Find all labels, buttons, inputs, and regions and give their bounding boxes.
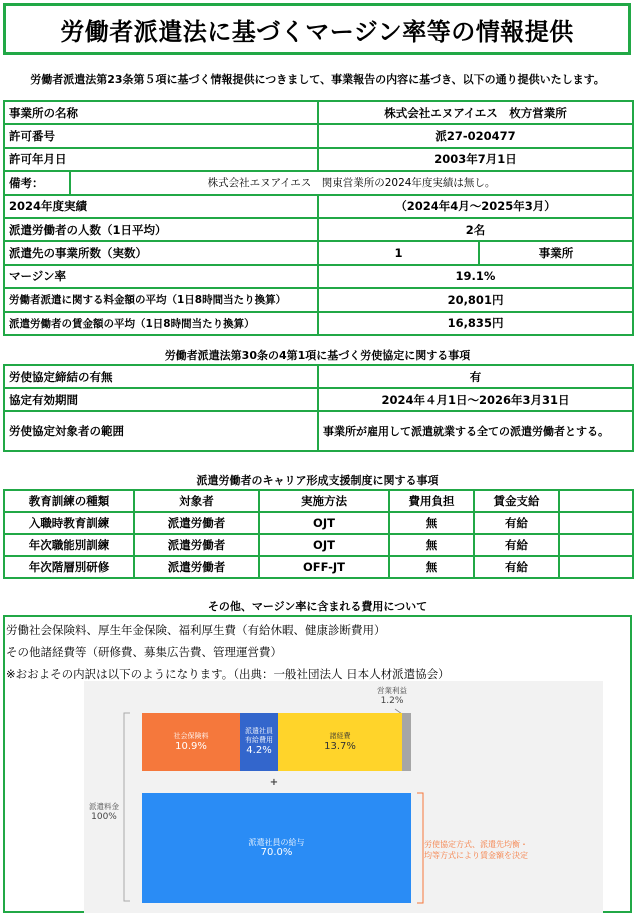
note-line1: 労使協定方式、派遣先均衡・ [424,840,528,849]
other-line2: その他諸経費等（研修費、募集広告費、管理運営費） [6,645,282,659]
cell-empty [559,534,633,556]
period-value: 2024年４月1日～2026年3月31日 [318,388,633,411]
labor-heading: 労働者派遣法第30条の4第1項に基づく労使協定に関する事項 [164,349,471,362]
bar-salary [142,793,411,903]
margin-label: マージン率 [4,265,318,288]
value-total: 100% [91,812,117,822]
other-line3: ※おおよその内訳は以下のようになります。（出典：一般社団法人 日本人材派遣協会） [6,667,450,681]
table-row [4,171,633,194]
permit-label: 許可番号 [4,124,318,147]
label-profit: 営業利益 [377,686,407,695]
value-paid: 4.2% [246,745,272,756]
table-row [4,556,633,578]
table-row [4,124,633,147]
clients-unit: 事業所 [479,241,633,264]
bar-misc-expenses [278,713,402,771]
value-social: 10.9% [175,740,207,752]
labor-table [3,364,634,452]
wage-value: 16,835円 [318,312,633,335]
cell-empty [559,556,633,578]
cell: 有給 [474,556,559,578]
plus-sign: + [269,777,279,788]
value-salary: 70.0% [260,846,293,858]
career-heading: 派遣労働者のキャリア形成支援制度に関する事項 [196,474,439,487]
clients-label: 派遣先の事業所数（実数） [4,241,318,264]
cell: 派遣労働者 [134,534,259,556]
workers-label: 派遣労働者の人数（1日平均） [4,218,318,241]
office-name-label: 事業所の名称 [4,101,318,124]
table-row [4,218,633,241]
value-profit: 1.2% [380,696,404,706]
cell: 有給 [474,534,559,556]
col-header: 費用負担 [389,490,474,512]
info-table [3,100,634,336]
permit-value: 派27-020477 [318,124,633,147]
cell: OFF-JT [259,556,389,578]
value-misc: 13.7% [324,740,356,752]
label-paid-1: 派遣社員 [245,727,273,735]
profit-label [362,685,422,706]
table-row [4,512,633,534]
cell: OJT [259,512,389,534]
remarks-label: 備考： [4,171,70,194]
permit-date-value: 2003年7月1日 [318,148,633,171]
scope-value: 事業所が雇用して派遣就業する全ての派遣労働者とする。 [318,411,633,451]
conclusion-label: 労使協定締結の有無 [4,365,318,388]
table-row [4,411,633,451]
bar-paid-leave [240,713,278,771]
label-misc: 諸経費 [329,731,351,740]
cell: 年次階層別研修 [4,556,134,578]
fy-value: （2024年4月～2025年3月） [318,195,633,218]
table-row [4,195,633,218]
table-header-row [4,490,633,512]
cell-empty [559,512,633,534]
period-label: 協定有効期間 [4,388,318,411]
intro-text: 労働者派遣法第23条第５項に基づく情報提供につきまして、事業報告の内容に基づき、以下の通り提供いたします。 [30,73,605,86]
margin-value: 19.1% [318,265,633,288]
clients-value: 1 [318,241,479,264]
note-line2: 均等方式により賃金額を決定 [424,851,528,860]
workers-value: 2名 [318,218,633,241]
wage-label: 派遣労働者の賃金額の平均（1日8時間当たり換算） [4,312,318,335]
table-row [4,288,633,311]
cell: 無 [389,534,474,556]
career-table [3,489,634,579]
cell: OJT [259,534,389,556]
fee-label: 労働者派遣に関する料金額の平均（1日8時間当たり換算） [4,288,318,311]
scope-label: 労使協定対象者の範囲 [4,411,318,451]
col-header: 対象者 [134,490,259,512]
cell: 派遣労働者 [134,556,259,578]
cell: 派遣労働者 [134,512,259,534]
col-header: 教育訓練の種類 [4,490,134,512]
fy-label: 2024年度実績 [4,195,318,218]
cell: 無 [389,556,474,578]
permit-date-label: 許可年月日 [4,148,318,171]
other-heading: その他、マージン率に含まれる費用について [207,600,428,613]
table-row [4,148,633,171]
other-line1: 労働社会保険料、厚生年金保険、福利厚生費（有給休暇、健康診断費用） [6,623,386,637]
wage-method-note [424,839,544,861]
bar-social-insurance [142,713,240,771]
cell: 年次職能別訓練 [4,534,134,556]
col-header-empty [559,490,633,512]
label-total: 派遣料金 [89,802,119,811]
col-header: 賃金支給 [474,490,559,512]
total-label [86,801,122,822]
cell: 無 [389,512,474,534]
margin-breakdown-chart [84,681,603,913]
fee-value: 20,801円 [318,288,633,311]
table-row [4,388,633,411]
label-social: 社会保険料 [173,731,209,740]
table-row [4,265,633,288]
cell: 入職時教育訓練 [4,512,134,534]
label-salary: 派遣社員の給与 [248,837,305,847]
col-header: 実施方法 [259,490,389,512]
bar-operating-profit [402,713,411,771]
office-name-value: 株式会社エヌアイエス 枚方営業所 [318,101,633,124]
remarks-value: 株式会社エヌアイエス 関東営業所の2024年度実績は無し。 [70,171,633,194]
table-row [4,241,633,264]
table-row [4,101,633,124]
label-paid-2: 有給費用 [245,736,273,744]
page-title: 労働者派遣法に基づくマージン率等の情報提供 [3,3,631,55]
cell: 有給 [474,512,559,534]
conclusion-value: 有 [318,365,633,388]
table-row [4,312,633,335]
table-row [4,534,633,556]
table-row [4,365,633,388]
